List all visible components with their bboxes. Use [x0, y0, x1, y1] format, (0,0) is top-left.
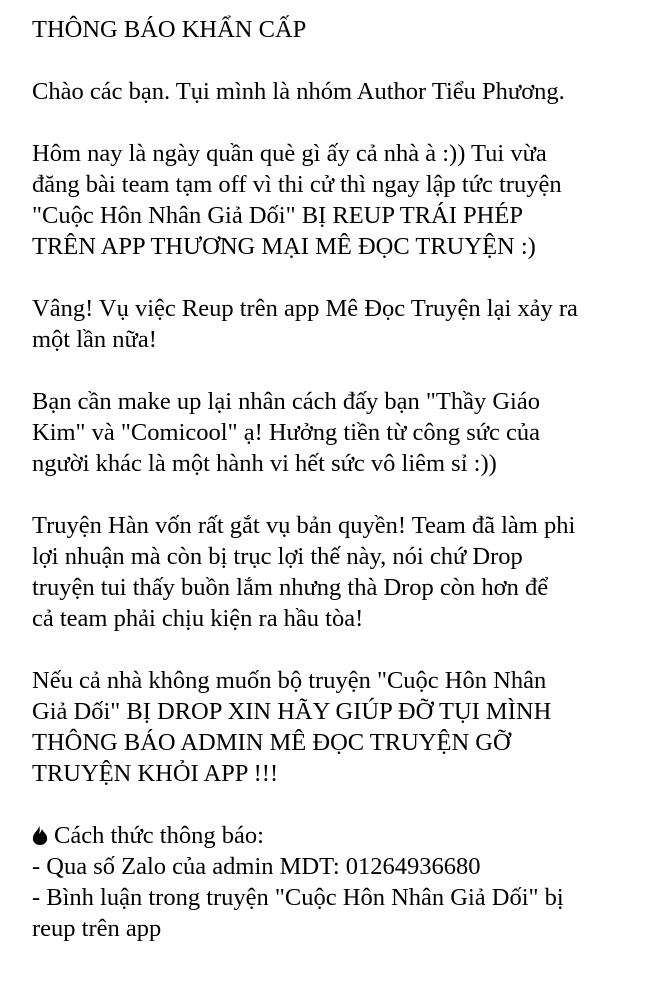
text-line: TRÊN APP THƯƠNG MẠI MÊ ĐỌC TRUYỆN :): [32, 233, 536, 260]
text-line: lợi nhuận mà còn bị trục lợi thế này, nói chứ Drop: [32, 543, 523, 570]
text-line: Kim" và "Comicool" ạ! Hưởng tiền từ công sức của: [32, 419, 541, 446]
paragraph-3: [32, 386, 652, 479]
method-item: reup trên app: [32, 915, 162, 942]
text-line: "Cuộc Hôn Nhân Giả Dối" BỊ REUP TRÁI PHÉP: [32, 202, 523, 229]
text-line: người khác là một hành vi hết sức vô liêm sỉ :)): [32, 450, 497, 477]
notification-methods: [32, 820, 652, 944]
paragraph-1: [32, 138, 652, 262]
text-line: Chào các bạn. Tụi mình là nhóm Author Tiểu Phương.: [32, 78, 565, 105]
method-item: - Qua số Zalo của admin MDT: 01264936680: [32, 853, 481, 880]
text-line: Vâng! Vụ việc Reup trên app Mê Đọc Truyện lại xảy ra: [32, 295, 578, 322]
method-item: - Bình luận trong truyện "Cuộc Hôn Nhân Giả Dối" bị: [32, 884, 564, 911]
notice-title: [32, 14, 652, 45]
paragraph-5: [32, 665, 652, 789]
methods-heading: Cách thức thông báo:: [54, 822, 264, 849]
text-line: Hôm nay là ngày quần què gì ấy cả nhà à :)) Tui vừa: [32, 140, 547, 167]
text-line: Bạn cần make up lại nhân cách đấy bạn "Thầy Giáo: [32, 388, 540, 415]
text-line: đăng bài team tạm off vì thi cử thì ngay lập tức truyện: [32, 171, 562, 198]
methods-heading-line: [32, 820, 652, 851]
title-line: THÔNG BÁO KHẨN CẤP: [32, 16, 307, 43]
flame-icon: [32, 825, 48, 845]
text-line: một lần nữa!: [32, 326, 157, 353]
text-line: truyện tui thấy buồn lắm nhưng thà Drop còn hơn để: [32, 574, 549, 601]
greeting-paragraph: [32, 76, 652, 107]
notice-document: [32, 14, 652, 975]
text-line: Giả Dối" BỊ DROP XIN HÃY GIÚP ĐỠ TỤI MÌNH: [32, 698, 552, 725]
text-line: THÔNG BÁO ADMIN MÊ ĐỌC TRUYỆN GỠ: [32, 729, 511, 756]
paragraph-4: [32, 510, 652, 634]
text-line: TRUYỆN KHỎI APP !!!: [32, 760, 279, 787]
text-line: Truyện Hàn vốn rất gắt vụ bản quyền! Team đã làm phi: [32, 512, 576, 539]
text-line: cả team phải chịu kiện ra hầu tòa!: [32, 605, 364, 632]
text-line: Nếu cả nhà không muốn bộ truyện "Cuộc Hôn Nhân: [32, 667, 547, 694]
paragraph-2: [32, 293, 652, 355]
